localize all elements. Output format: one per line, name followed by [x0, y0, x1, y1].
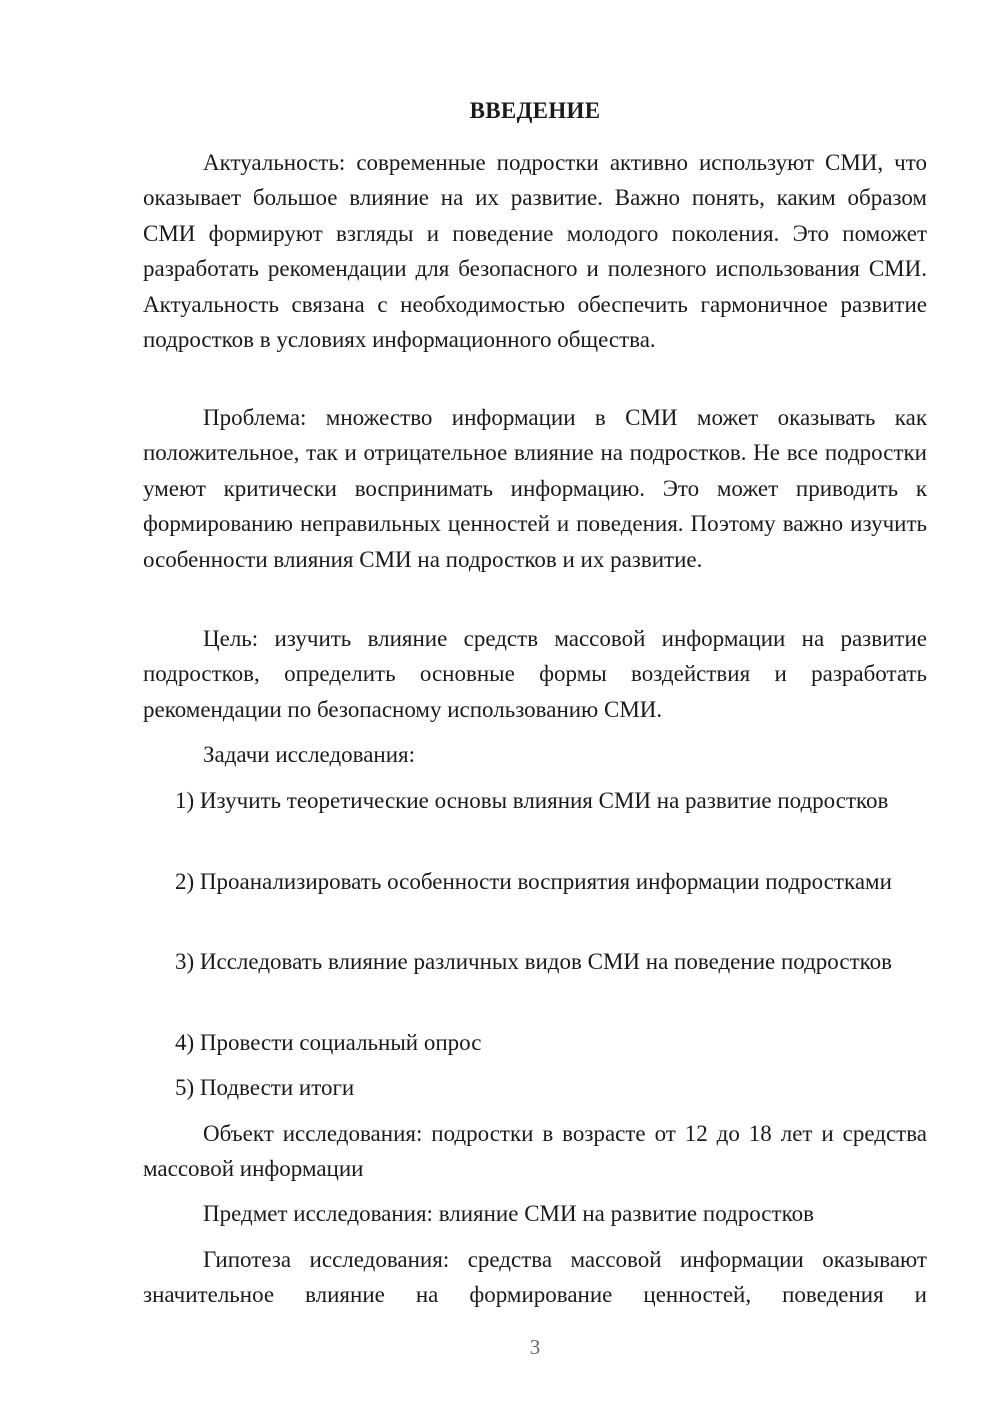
relevance-paragraph: Актуальность: современные подростки активно используют СМИ, что оказывает большое влияние на их развитие. Важно понять, каким образом СМИ формируют взгляды и поведение молодого поколения. Это поможет разработать рекомендации для безопасного и полезного использования СМИ. Актуальность связана с необходимостью обеспечить гармоничное развитие подростков в условиях информационного общества. [143, 150, 927, 353]
object-paragraph: Объект исследования: подростки в возрасте от 12 до 18 лет и средства массовой информации [143, 1121, 927, 1182]
task-item-5: 5) Подвести итоги [175, 1075, 355, 1100]
hypothesis-paragraph: Гипотеза исследования: средства массовой информации оказывают значительное влияние на формирование ценностей, поведения и [143, 1247, 927, 1308]
tasks-heading: Задачи исследования: [203, 742, 416, 767]
task-item-4: 4) Провести социальный опрос [175, 1030, 482, 1055]
task-item-2: 2) Проанализировать особенности восприятия информации подростками [175, 869, 892, 894]
page-title: ВВЕДЕНИЕ [469, 98, 601, 123]
task-item-3: 3) Исследовать влияние различных видов СМИ на поведение подростков [175, 949, 893, 974]
task-item-1: 1) Изучить теоретические основы влияния СМИ на развитие подростков [175, 788, 889, 813]
page-number: 3 [529, 1335, 541, 1359]
problem-paragraph: Проблема: множество информации в СМИ может оказывать как положительное, так и отрицательное влияние на подростков. Не все подростки умеют критически воспринимать информацию. Это может приводить к формированию неправильных ценностей и поведения. Поэтому важно изучить особенности влияния СМИ на подростков и их развитие. [143, 405, 927, 572]
goal-paragraph: Цель: изучить влияние средств массовой информации на развитие подростков, определить основные формы воздействия и разработать рекомендации по безопасному использованию СМИ. [143, 626, 927, 722]
document-page [143, 0, 927, 1414]
subject-paragraph: Предмет исследования: влияние СМИ на развитие подростков [203, 1201, 814, 1226]
